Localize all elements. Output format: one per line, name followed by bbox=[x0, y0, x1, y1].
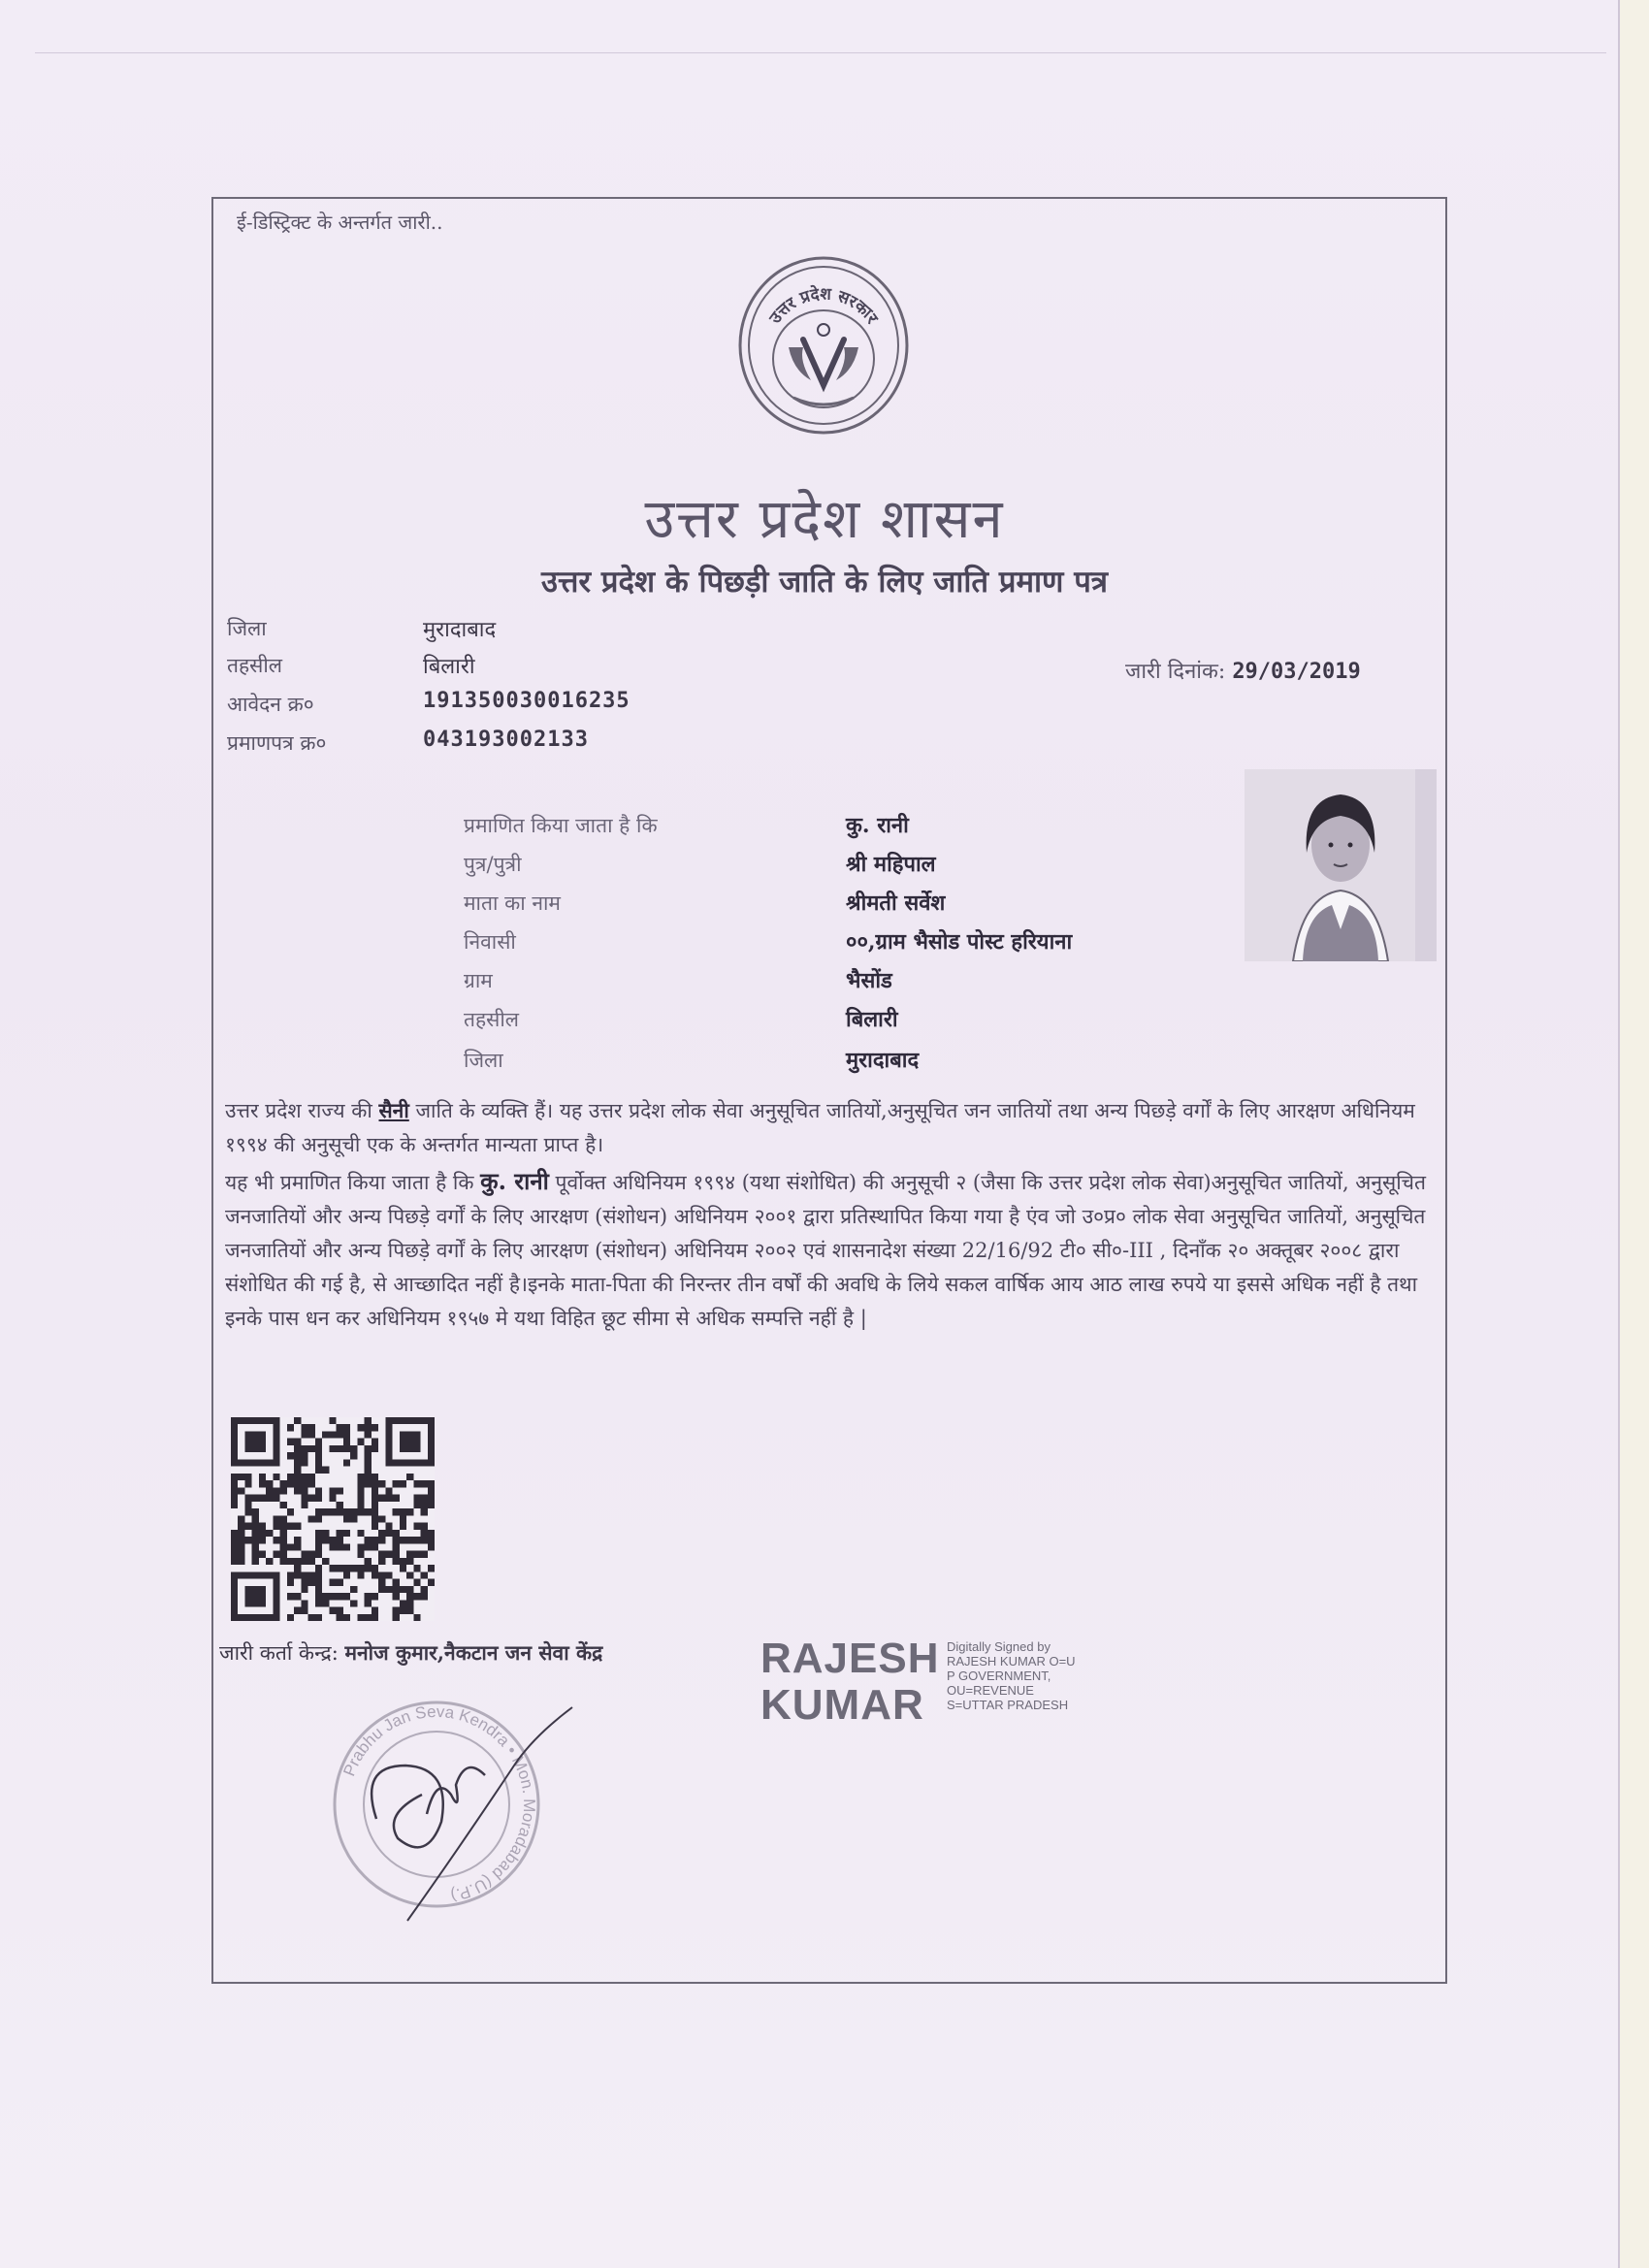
signature-first-name: RAJESH bbox=[760, 1635, 940, 1682]
stamp-text: Prabhu Jan Seva Kendra • Mon. Moradabad (U.P.) bbox=[340, 1701, 539, 1905]
digital-signature-details bbox=[947, 1639, 1076, 1712]
field-value-address: ००,ग्राम भैसोड पोस्ट हरियाना bbox=[846, 929, 1073, 955]
issue-date-row bbox=[1125, 656, 1361, 685]
top-rule bbox=[35, 52, 1606, 53]
field-label-district: जिला bbox=[464, 1049, 503, 1072]
tehsil-label: तहसील bbox=[227, 654, 282, 677]
field-label-resident: निवासी bbox=[464, 930, 516, 954]
signature-meta-line: S=UTTAR PRADESH bbox=[947, 1698, 1069, 1712]
caste-statement bbox=[225, 1093, 1428, 1162]
applicant-photo bbox=[1245, 769, 1437, 961]
exclusion-statement-post: पूर्वोक्त अधिनियम १९९४ (यथा संशोधित) की अनुसूची २ (जैसा कि उत्तर प्रदेश लोक सेवा)अनुसूचित जातियों, अनुसूचित जनजातियों और अन्य पिछड़े वर्गों के लिए आरक्षण (संशोधन) अधिनियम २००१ द्वारा प्रतिस्थापित किया गया है एंव जो उ०प्र० लोक सेवा अनुसूचित जातियों, अनुसूचित जनजातियों और अन्य पिछड़े वर्गों के लिए आरक्षण (संशोधन) अधिनियम २००२ एवं शासनादेश संख्या 22/16/92 टी० सी०-III , दिनाँक २० अक्तूबर २००८ द्वारा संशोधित की गई है, से आच्छादित नहीं है।इनके माता-पिता की निरन्तर तीन वर्षों की अवधि के लिये सकल वार्षिक आय आठ लाख रुपये या इससे अधिक नहीं है तथा इनके पास धन कर अधिनियम १९५७ मे यथा विहित छूट सीमा से अधिक सम्पत्ति नहीं है | bbox=[225, 1171, 1426, 1330]
field-label-mother: माता का नाम bbox=[464, 891, 561, 915]
field-label-certified: प्रमाणित किया जाता है कि bbox=[464, 814, 658, 837]
caste-name: सैनी bbox=[378, 1098, 409, 1122]
field-label-village: ग्राम bbox=[464, 969, 493, 992]
exclusion-statement-pre: यह भी प्रमाणित किया जाता है कि bbox=[225, 1171, 481, 1194]
application-label: आवेदन क्र० bbox=[227, 693, 314, 716]
signature-meta-line: RAJESH KUMAR O=U bbox=[947, 1654, 1076, 1669]
field-value-mother: श्रीमती सर्वेश bbox=[846, 891, 946, 916]
signature-meta-line: P GOVERNMENT, bbox=[947, 1669, 1051, 1683]
issue-date: 29/03/2019 bbox=[1232, 660, 1361, 684]
tehsil-value: बिलारी bbox=[423, 655, 475, 679]
field-value-tehsil: बिलारी bbox=[846, 1007, 898, 1032]
emblem-text: उत्तर प्रदेश सरकार bbox=[765, 284, 882, 328]
paper-edge bbox=[1618, 0, 1649, 2268]
field-label-tehsil: तहसील bbox=[464, 1008, 519, 1031]
certificate-title: उत्तर प्रदेश के पिछड़ी जाति के लिए जाति प्रमाण पत्र bbox=[541, 565, 1108, 599]
digital-signature-name bbox=[760, 1636, 940, 1729]
svg-text:उत्तर प्रदेश सरकार bbox=[765, 284, 883, 329]
verification-qr-code bbox=[231, 1417, 435, 1621]
issue-date-label: जारी दिनांक: bbox=[1125, 660, 1226, 684]
issuing-center-label: जारी कर्ता केन्द्र: bbox=[219, 1641, 339, 1665]
field-label-child-of: पुत्र/पुत्री bbox=[464, 853, 522, 876]
district-value: मुरादाबाद bbox=[423, 618, 497, 642]
issuing-center-name: मनोज कुमार,नैकटान जन सेवा केंद्र bbox=[344, 1640, 603, 1665]
application-number: 191350030016235 bbox=[423, 689, 630, 713]
exclusion-statement bbox=[225, 1164, 1428, 1336]
caste-statement-pre: उत्तर प्रदेश राज्य की bbox=[225, 1099, 379, 1122]
field-value-village: भैसोंड bbox=[846, 968, 892, 993]
signature-meta-line: Digitally Signed by bbox=[947, 1639, 1051, 1654]
signature-last-name: KUMAR bbox=[760, 1681, 924, 1729]
signature-meta-line: OU=REVENUE bbox=[947, 1683, 1034, 1698]
field-value-father: श्री महिपाल bbox=[846, 852, 936, 877]
field-value-name: कु. रानी bbox=[846, 813, 909, 838]
caste-statement-post: जाति के व्यक्ति हैं। यह उत्तर प्रदेश लोक सेवा अनुसूचित जातियों,अनुसूचित जन जातियों तथा अन्य पिछड़े वर्गों के लिए आरक्षण अधिनियम १९९४ की अनुसूची एक के अन्तर्गत मान्यता प्राप्त है। bbox=[225, 1099, 1415, 1156]
district-label: जिला bbox=[227, 617, 267, 640]
certificate-number: 043193002133 bbox=[423, 728, 589, 752]
up-government-emblem bbox=[735, 254, 912, 437]
field-value-district: मुरादाबाद bbox=[846, 1048, 920, 1073]
center-stamp-and-signature bbox=[291, 1659, 601, 1950]
exclusion-applicant-name: कु. रानी bbox=[480, 1167, 549, 1195]
government-title: उत्तर प्रदेश शासन bbox=[644, 488, 1005, 551]
certificate-number-label: प्रमाणपत्र क्र० bbox=[227, 731, 327, 755]
issued-under-note: ई-डिस्ट्रिक्ट के अन्तर्गत जारी.. bbox=[237, 211, 443, 234]
